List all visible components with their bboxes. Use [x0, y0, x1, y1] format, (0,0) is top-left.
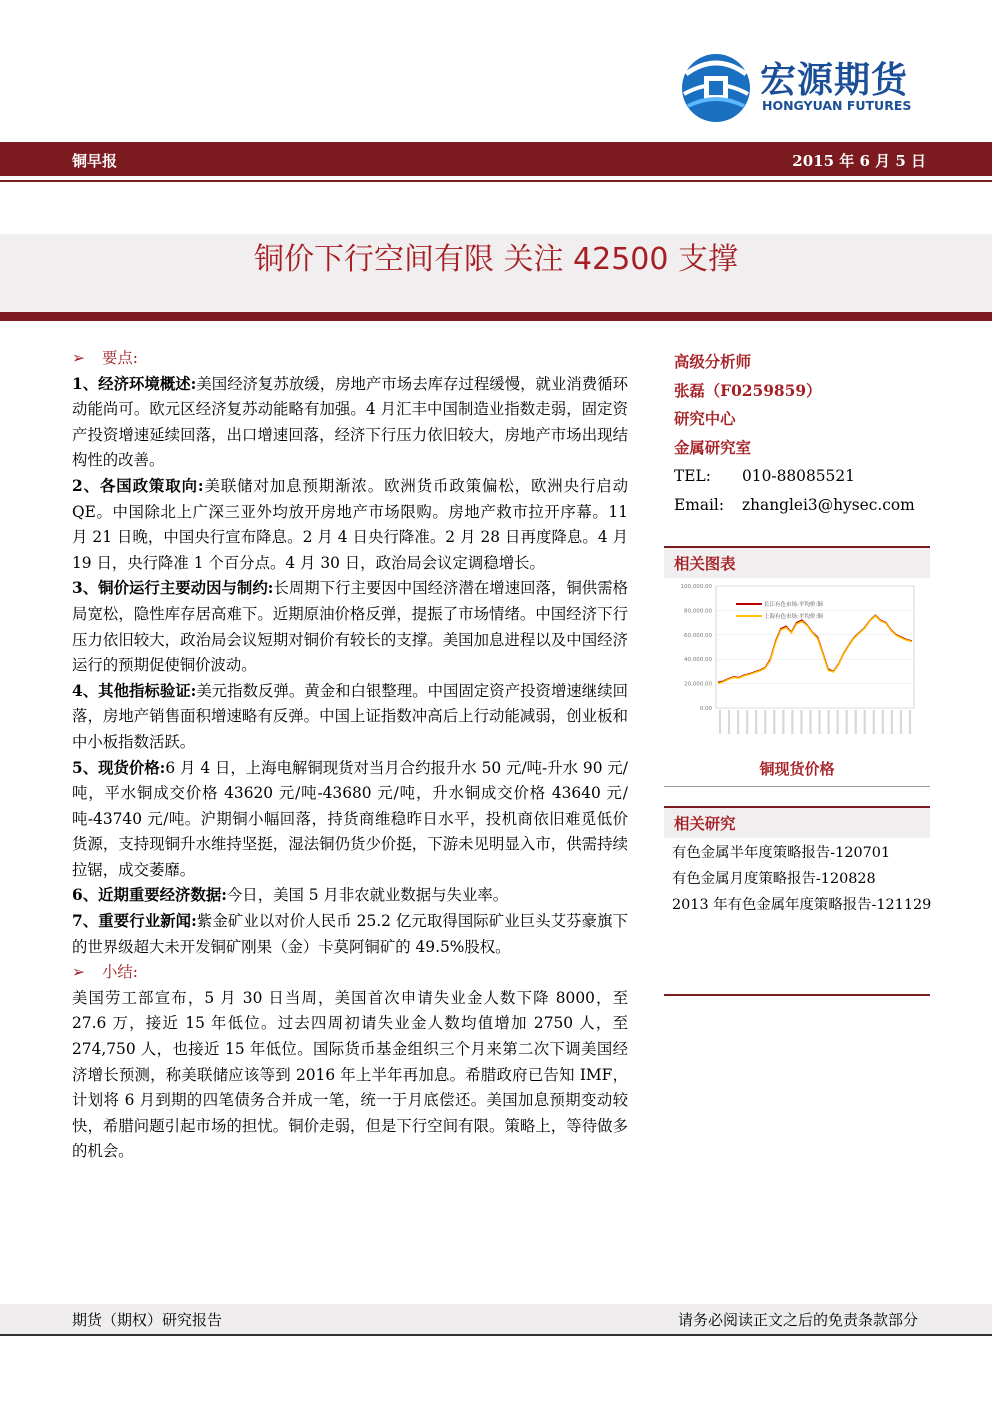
brand-logo	[680, 48, 920, 128]
conclusion-text: 美国劳工部宣布，5 月 30 日当周，美国首次申请失业金人数下降 8000，至 27.6 万，接近 15 年低位。过去四周初请失业金人数均值增加 2750 人，至 274,750 人，也接近 15 年低位。国际货币基金组织三个月来第二次下调美国经济增长预测，称美联储应该等到 2016 年上半年再加息。希腊政府已告知 IMF，计划将 6 月到期的四笔债务合并成一笔，统一于月底偿还。美国加息预期变动较快，希腊问题引起市场的担忧。铜价走弱，但是下行空间有限。策略上，等待做多的机会。	[72, 988, 628, 1161]
brand-name-en: HONGYUAN FUTURES	[762, 98, 912, 113]
report-type: 铜早报	[72, 152, 118, 170]
y-tick-label: 20,000.00	[684, 681, 712, 688]
y-tick-label: 0.00	[699, 706, 712, 712]
copper-price-chart	[664, 578, 930, 748]
logo-mark-icon	[680, 52, 752, 124]
summary-heading: ➢ 要点:	[72, 346, 628, 372]
research-item[interactable]: 有色金属月度策略报告-120828	[672, 871, 876, 887]
research-item[interactable]: 2013 年有色金属年度策略报告-121129	[672, 897, 932, 913]
chart-svg	[664, 578, 930, 748]
footer-left-text: 期货（期权）研究报告	[72, 1311, 223, 1329]
related-research-divider	[664, 994, 930, 996]
chart-caption: 铜现货价格	[759, 760, 835, 778]
summary-item: 4、其他指标验证:美元指数反弹。黄金和白银整理。中国固定资产投资增速继续回落，房地产销售面积增速略有反弹。中国上证指数冲高后上行动能减弱，创业板和中小板指数活跃。	[72, 681, 628, 751]
analyst-dept: 研究中心	[674, 410, 736, 428]
legend-label: 长江有色市场:平均价:铜	[764, 602, 823, 608]
y-tick-label: 40,000.00	[684, 657, 712, 664]
chart-caption-divider	[664, 786, 930, 787]
brand-name-cn: 宏源期货	[760, 60, 909, 101]
summary-item: 5、现货价格:6 月 4 日，上海电解铜现货对当月合约报升水 50 元/吨-升水 90 元/吨，平水铜成交价格 43620 元/吨-43680 元/吨，升水铜成交价格 43640 元/吨-43740 元/吨。沪期铜小幅回落，持货商维稳昨日水平，投机商依旧难觅低价货源，支持现铜升水维持坚挺，湿法铜仍货少价挺，下游未见明显入市，供需持续拉锯，成交萎靡。	[72, 758, 628, 879]
conclusion-heading: ➢ 小结:	[72, 960, 628, 986]
y-tick-label: 60,000.00	[684, 632, 712, 639]
summary-item: 7、重要行业新闻:紫金矿业以对价人民币 25.2 亿元取得国际矿业巨头艾芬豪旗下的世界级超大未开发铜矿刚果（金）卡莫阿铜矿的 49.5%股权。	[72, 912, 628, 956]
related-research-list	[672, 840, 934, 918]
summary-item: 2、各国政策取向:美联储对加息预期渐浓。欧洲货币政策偏松，欧洲央行启动 QE。中国除北上广深三亚外均放开房地产市场限购。房地产救市拉开序幕。11 月 21 日晚，中国央行宣布降息。2 月 4 日央行降准。2 月 28 日再度降息。4 月 19 日，央行降准 1 个百分点。4 月 30 日，政治局会议定调稳增长。	[72, 476, 628, 572]
report-date: 2015 年 6 月 5 日	[792, 152, 926, 170]
main-content	[72, 346, 628, 1165]
related-chart-heading: 相关图表	[664, 546, 930, 578]
analyst-team: 金属研究室	[674, 438, 751, 457]
footer-divider	[0, 1334, 992, 1336]
analyst-info	[674, 348, 934, 519]
page-title: 铜价下行空间有限 关注 42500 支撑	[253, 242, 739, 277]
analyst-tel: TEL: 010-88085521	[674, 467, 855, 485]
analyst-name: 张磊（F0259859）	[674, 381, 822, 400]
analyst-title: 高级分析师	[674, 353, 751, 371]
title-divider	[0, 312, 992, 321]
summary-item: 1、经济环境概述:美国经济复苏放缓，房地产市场去库存过程缓慢，就业消费循环动能尚可。欧元区经济复苏动能略有加强。4 月汇丰中国制造业指数走弱，固定资产投资增速延续回落，出口增速回落，经济下行压力依旧较大，房地产市场出现结构性的改善。	[72, 374, 628, 470]
title-band	[0, 234, 992, 312]
header-divider	[0, 180, 992, 182]
footer-disclaimer-note: 请务必阅读正文之后的免责条款部分	[677, 1311, 918, 1329]
header-bar	[0, 142, 992, 176]
y-tick-label: 100,000.00	[680, 584, 712, 590]
summary-item: 6、近期重要经济数据:今日，美国 5 月非农就业数据与失业率。	[72, 886, 509, 905]
analyst-email: Email: zhanglei3@hysec.com	[674, 495, 915, 514]
related-research-heading: 相关研究	[664, 806, 930, 838]
footer	[0, 1304, 992, 1334]
email-link[interactable]: zhanglei3@hysec.com	[742, 495, 915, 514]
arrow-bullet-icon: ➢	[72, 963, 85, 982]
y-tick-label: 80,000.00	[684, 608, 712, 615]
summary-item: 3、铜价运行主要动因与制约:长周期下行主要因中国经济潜在增速回落，铜供需格局宽松，隐性库存居高难下。近期原油价格反弹，提振了市场情绪。中国经济下行压力依旧较大，政治局会议短期对铜价有较长的支撑。美国加息进程以及中国经济运行的预期促使铜价波动。	[72, 579, 628, 675]
research-item[interactable]: 有色金属半年度策略报告-120701	[672, 845, 891, 861]
arrow-bullet-icon: ➢	[72, 349, 85, 367]
legend-label: 上海有色市场:平均价:铜	[764, 614, 823, 620]
